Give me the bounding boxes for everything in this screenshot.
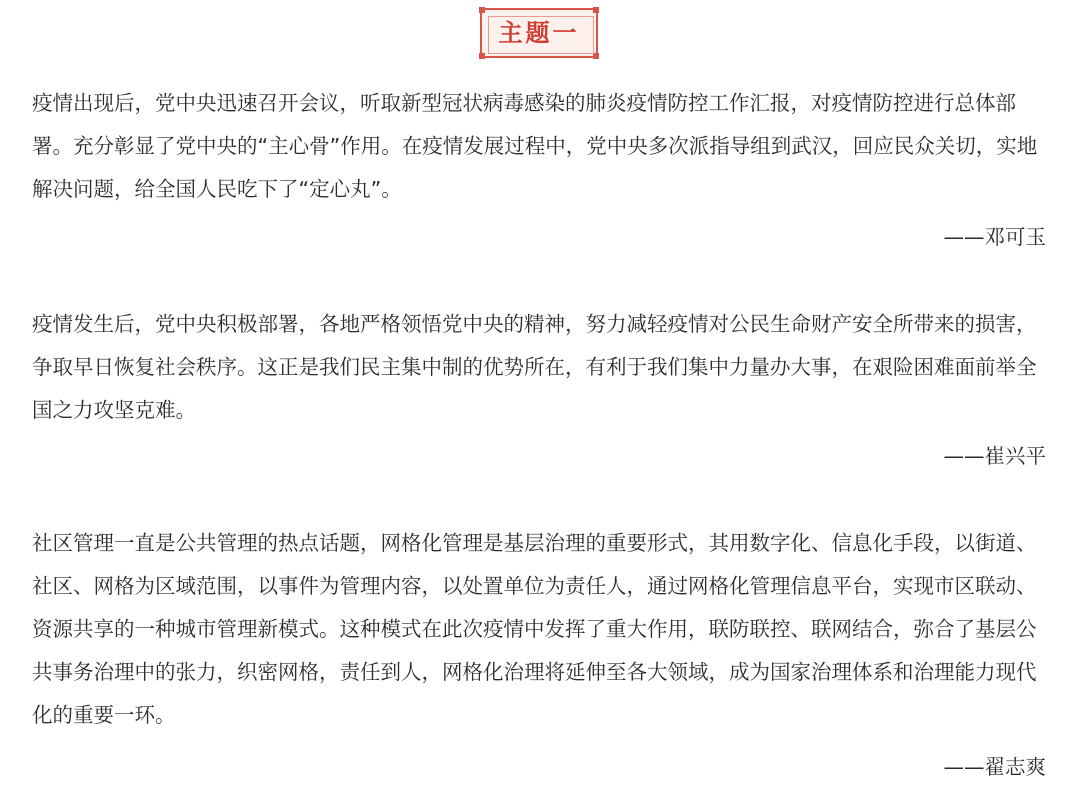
- entry-author: ——邓可玉: [943, 225, 1046, 249]
- entry-author: ——崔兴平: [943, 444, 1046, 468]
- entry-paragraph: 疫情出现后，党中央迅速召开会议，听取新型冠状病毒感染的肺炎疫情防控工作汇报，对疫情防控进行总体部署。充分彰显了党中央的“主心骨”作用。在疫情发展过程中，党中央多次派指导组到武汉，回应民众关切，实地解决问题，给全国人民吃下了“定心丸”。: [32, 91, 1038, 201]
- entry-author: ——翟志爽: [943, 755, 1046, 779]
- title-badge: [480, 8, 602, 62]
- entry-paragraph: 社区管理一直是公共管理的热点话题，网格化管理是基层治理的重要形式，其用数字化、信息化手段，以街道、社区、网格为区域范围，以事件为管理内容，以处置单位为责任人，通过网格化管理信息平台，实现市区联动、资源共享的一种城市管理新模式。这种模式在此次疫情中发挥了重大作用，联防联控、联网结合，弥合了基层公共事务治理中的张力，织密网格，责任到人，网格化治理将延伸至各大领域，成为国家治理体系和治理能力现代化的重要一环。: [32, 531, 1037, 727]
- page-title: 主题一: [498, 19, 580, 47]
- entry-paragraph: 疫情发生后，党中央积极部署，各地严格领悟党中央的精神，努力减轻疫情对公民生命财产安全所带来的损害，争取早日恢复社会秩序。这正是我们民主集中制的优势所在，有利于我们集中力量办大事，在艰险困难面前举全国之力攻坚克难。: [32, 312, 1037, 422]
